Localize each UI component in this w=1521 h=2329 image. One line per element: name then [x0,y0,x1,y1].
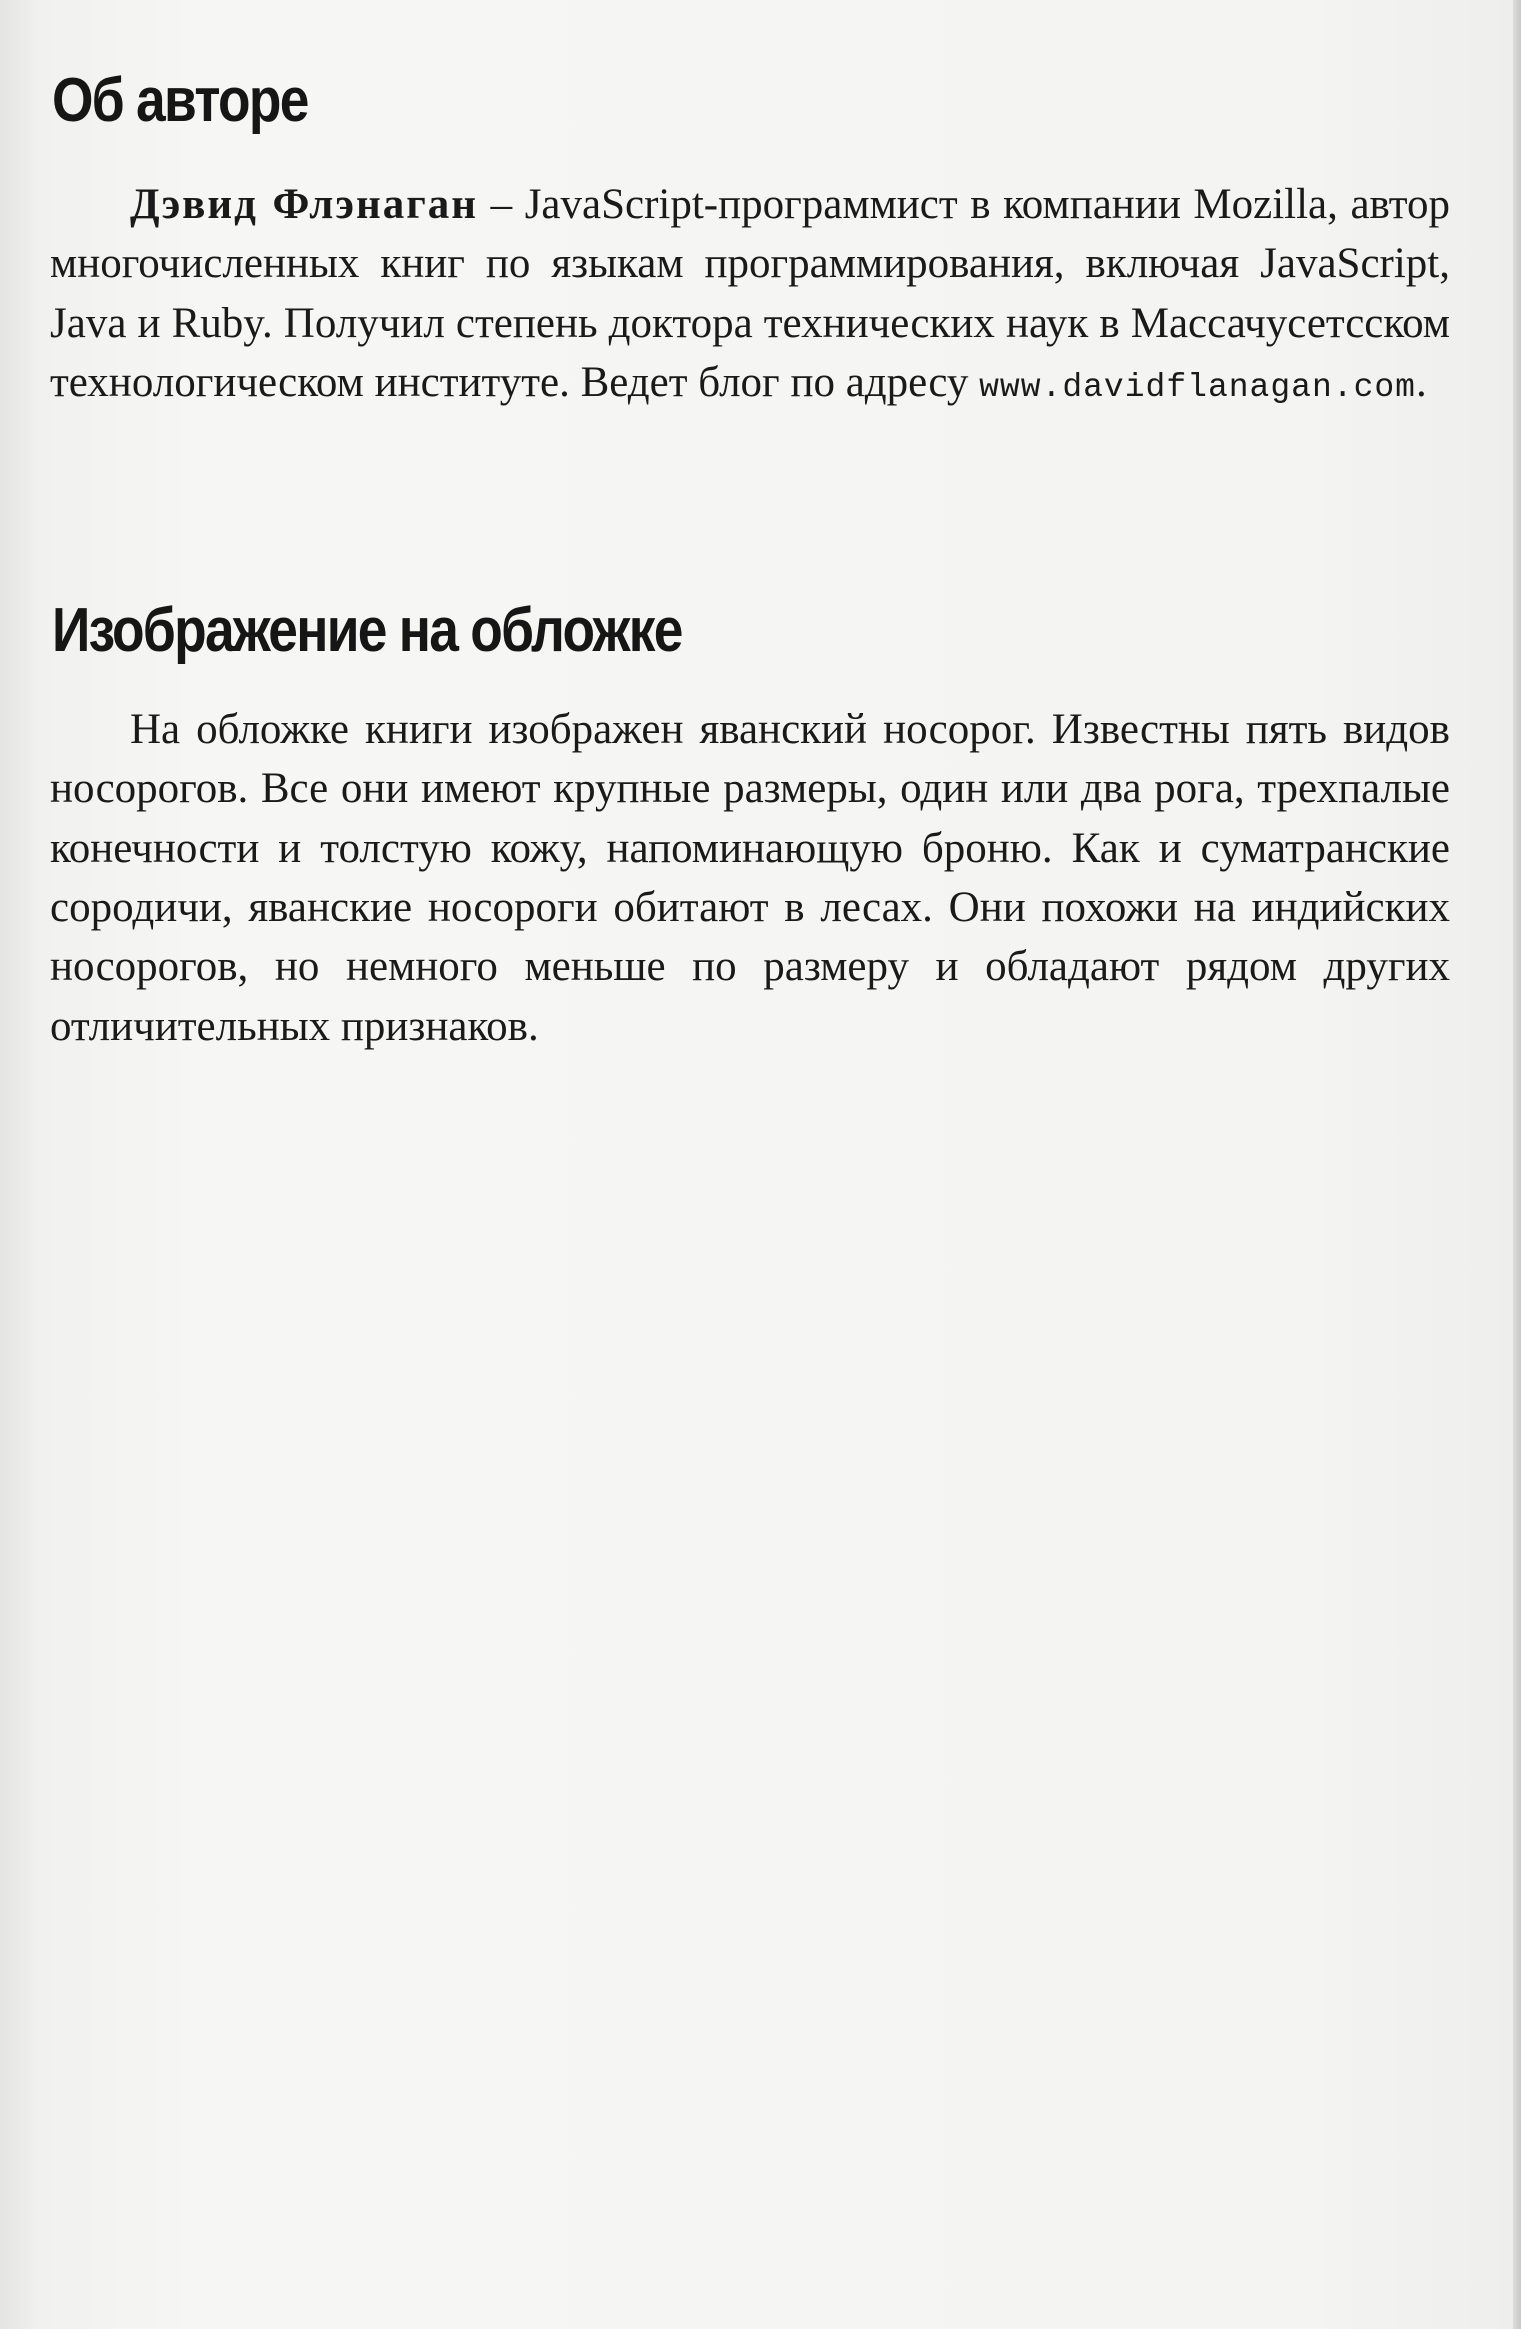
about-author-heading: Об авторе [52,66,308,135]
cover-image-heading: Изображение на обложке [52,596,682,665]
cover-image-paragraph: На обложке книги изображен яванский носорог. Известны пять видов носорогов. Все они имеют крупные размеры, один или два рога, трехпалые конечности и толстую кожу, напоминающую броню. Как и суматранские сородичи, яванские носороги обитают в лесах. Они похожи на индийских носорогов, но немного меньше по размеру и обладают рядом других отличительных признаков. [50,706,1450,1050]
author-bio-end: . [1415,358,1427,406]
page-edge [1513,0,1521,2329]
author-bio-text: – JavaScript-программист в компании Mozilla, автор многочисленных книг по языкам программирования, включая JavaScript, Java и Ruby. Получил степень доктора технических наук в Массачусетсском технологическом институте. Ведет блог по адресу [50,181,1450,406]
author-name: Дэвид Флэнаган [130,181,479,228]
about-author-paragraph [50,175,1450,412]
author-blog-url: www.davidflanagan.com [979,368,1416,406]
